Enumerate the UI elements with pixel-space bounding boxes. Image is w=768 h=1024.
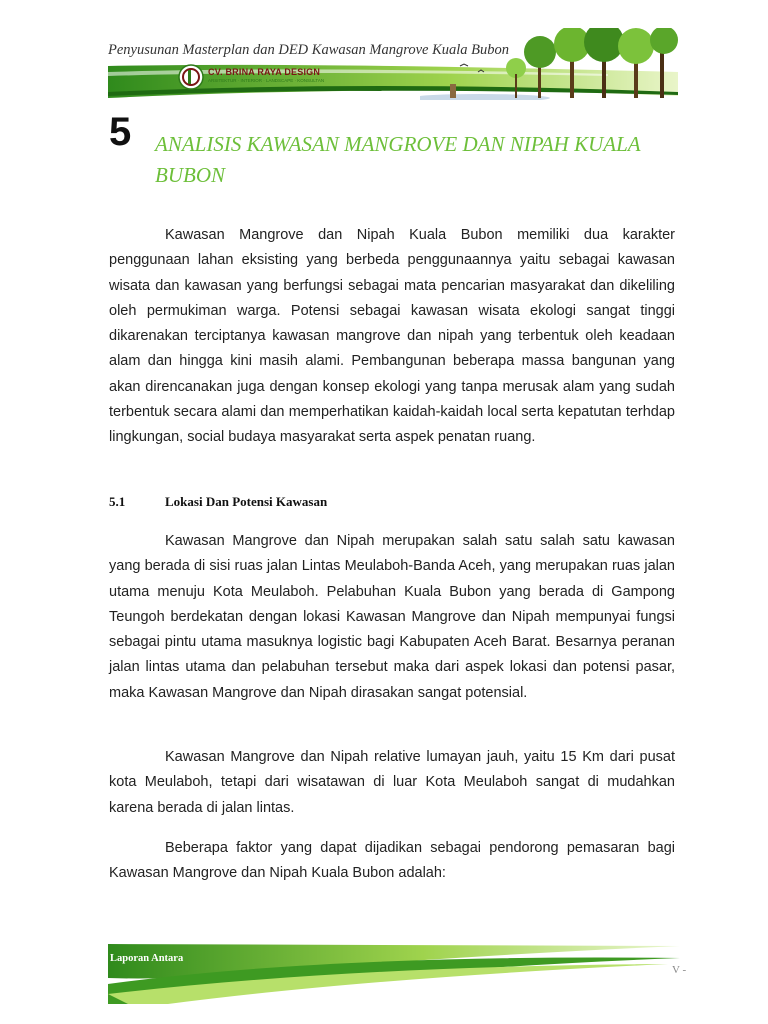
section-title: Lokasi Dan Potensi Kawasan xyxy=(165,494,328,509)
paragraph-factors: Beberapa faktor yang dapat dijadikan sebagai pendorong pemasaran bagi Kawasan Mangrove dan Nipah Kuala Bubon adalah: xyxy=(109,840,675,882)
paragraph-distance: Kawasan Mangrove dan Nipah relative lumayan jauh, yaitu 15 Km dari pusat kota Meulaboh, tetapi dari wisatawan di luar Kota Meulaboh sangat di mudahkan karena berada di jalan lintas. xyxy=(109,749,675,816)
section-number: 5.1 xyxy=(109,494,126,509)
footer-page-number: V - xyxy=(672,964,687,976)
logo-tagline: ARSITEKTUR · INTERIOR · LANDSCAPE · KONSULTAN xyxy=(208,78,325,83)
chapter-title: ANALISIS KAWASAN MANGROVE DAN NIPAH KUALA BUBON xyxy=(155,132,641,187)
logo-mark-icon xyxy=(178,64,204,90)
paragraph-location: Kawasan Mangrove dan Nipah merupakan salah satu salah satu kawasan yang berada di sisi ruas jalan Lintas Meulaboh-Banda Aceh, yang merupakan ruas jalan utama menuju Kota Meulaboh. Pelabuhan Kuala Bubon yang berada di Gampong Teungoh berdekatan dengan lokasi Kawasan Mangrove dan Nipah mempunyai fungsi sebagai pintu utama masuknya logistic bagi Kabupaten Aceh Barat. Besarnya peranan jalan lintas utama dan pelabuhan tersebut maka dari aspek lokasi dan potensi pasar, maka Kawasan Mangrove dan Nipah dirasakan sangat potensial. xyxy=(109,533,675,701)
company-logo xyxy=(178,64,330,90)
running-header-title: Penyusunan Masterplan dan DED Kawasan Mangrove Kuala Bubon xyxy=(108,42,510,58)
footer-report-label: Laporan Antara xyxy=(110,953,184,964)
section-heading xyxy=(109,494,327,510)
paragraph-intro: Kawasan Mangrove dan Nipah Kuala Bubon memiliki dua karakter penggunaan lahan eksisting yang berbeda penggunaannya yaitu sebagai kawasan wisata dan kawasan yang berfungsi sebagai mata pencarian masyarakat dan dikeliling oleh permukiman warga. Potensi sebagai kawasan wisata ekologi sangat tinggi dikarenakan terciptanya kawasan mangrove dan nipah yang terbentuk oleh keadaan alam dan hingga kini masih alami. Pembangunan beberapa massa bangunan yang akan direncanakan juga dengan konsep ekologi yang tanpa merusak alam yang sudah terbentuk secara alami dan memperhatikan kaidah-kaidah local serta kepatutan terhdap lingkungan, social budaya masyarakat serta aspek penatan ruang. xyxy=(109,227,675,446)
chapter-number: 5 xyxy=(109,110,132,154)
logo-company-name: CV. BRINA RAYA DESIGN xyxy=(208,67,321,77)
footer-green-band xyxy=(108,944,680,1004)
mangrove-trees-illustration xyxy=(420,28,682,100)
